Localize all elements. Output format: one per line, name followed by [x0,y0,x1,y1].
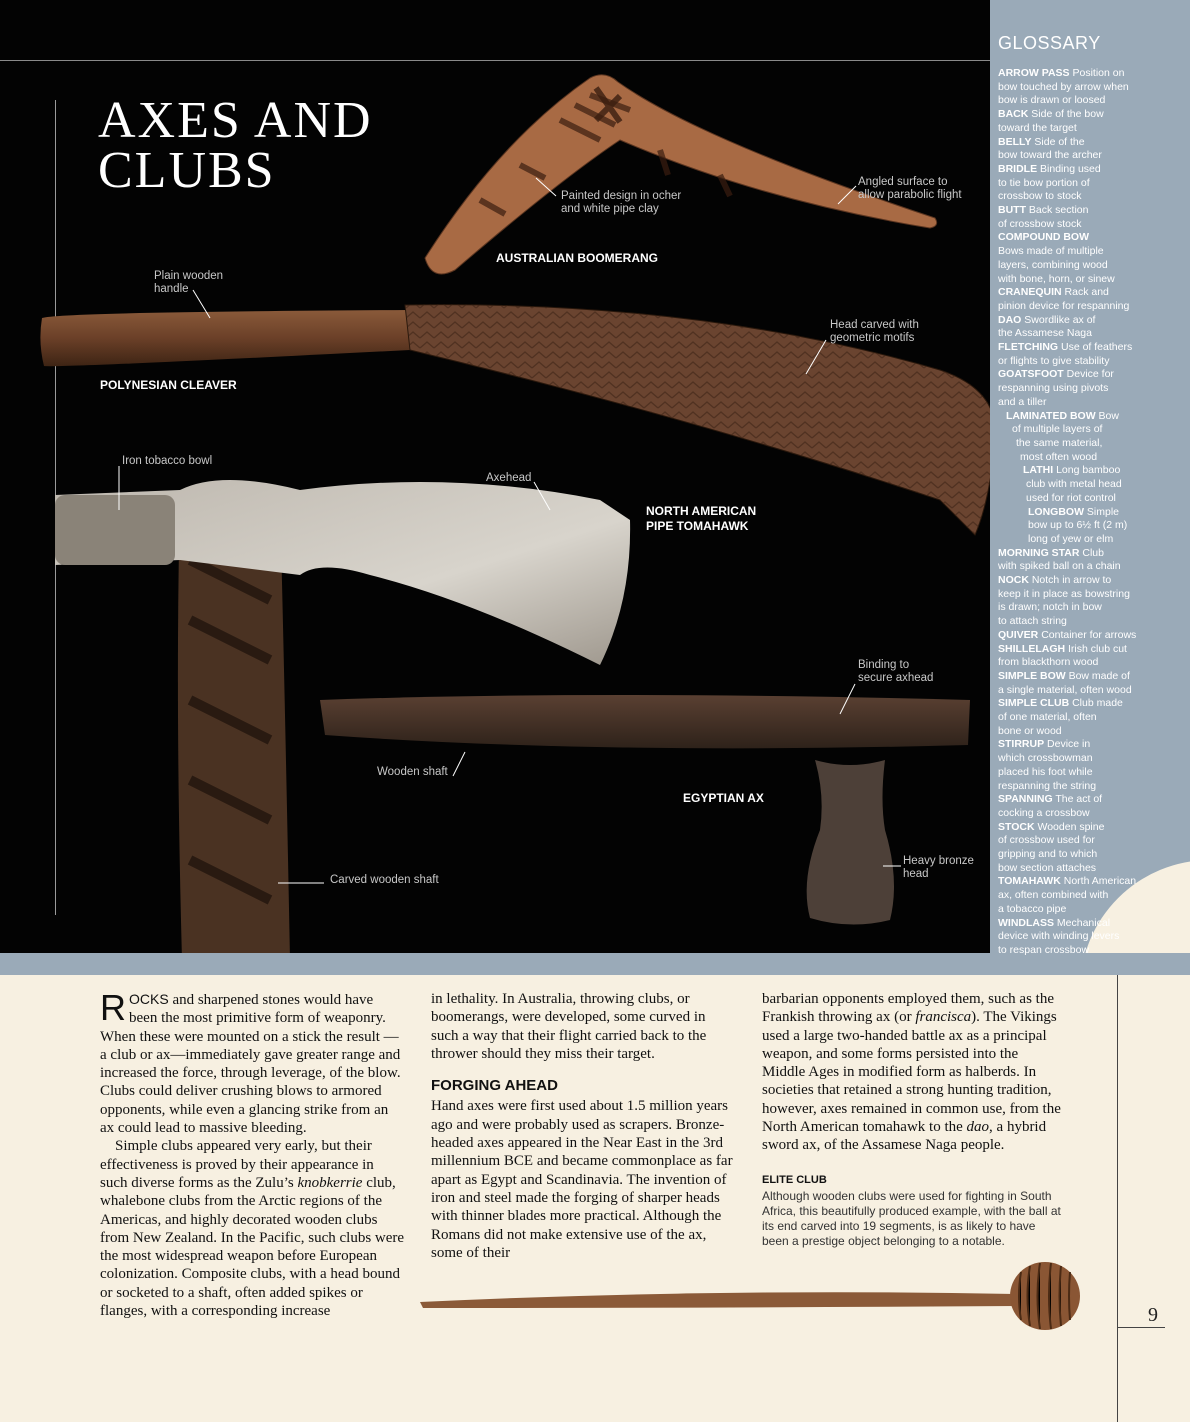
glossary-entry [998,875,1188,889]
glossary-term: BACK [998,108,1029,121]
glossary-line: the same material, [1016,436,1103,449]
glossary-line: of crossbow stock [998,217,1082,230]
body-column-2 [431,990,736,1262]
glossary-entry [998,67,1188,81]
glossary-term: SIMPLE BOW [998,669,1066,682]
glossary-line: of one material, often [998,711,1097,724]
glossary-entry [998,314,1188,328]
glossary-line: a tobacco pipe [998,902,1067,915]
body-text-3: Hand axes were first used about 1.5 million years ago and were probably used as scrapers. Bronze-headed axes appeared in the Near East in the 3rd millennium BCE and became commonplace as far apart as Egypt and Scandinavia. The invention of iron and steel made the forging of sharper heads with thinner blades more practical. Although the Romans did not make extensive use of the ax, some of their [431,1098,733,1261]
glossary-term: BRIDLE [998,162,1038,175]
note-bronze-head: Heavy bronze head [903,855,974,880]
glossary-line: respanning the string [998,779,1097,792]
glossary-def: Mechanical [1056,916,1111,929]
glossary-entry [998,670,1188,684]
glossary-def: Irish club cut [1068,642,1127,655]
glossary-entry [998,643,1188,657]
glossary-def: Rack and [1064,286,1109,299]
glossary-def: Side of the [1034,135,1085,148]
glossary-line: respanning using pivots [998,382,1109,395]
lead-word: OCKS [129,991,169,1007]
note-carved-shaft: Carved wooden shaft [330,874,439,886]
glossary-def: Bow made of [1068,669,1130,682]
body-text-2: in lethality. In Australia, throwing clubs, or boomerangs, were developed, some curved in such a way that their flight carried back to the thrower should they miss their target. [431,991,707,1062]
note-plain-handle: Plain wooden handle [154,270,224,295]
glossary-def: Binding used [1040,162,1101,175]
note-angled-surface: Angled surface to allow parabolic flight [858,176,962,201]
glossary-def: Device for [1066,368,1114,381]
glossary-heading: GLOSSARY [998,33,1101,53]
glossary-term: FLETCHING [998,341,1059,354]
glossary-line: most often wood [1020,450,1098,463]
glossary-line: long of yew or elm [1028,532,1114,545]
glossary-entry [998,464,1188,478]
glossary-entry [998,821,1188,835]
glossary-term: STOCK [998,820,1035,833]
glossary-def: Position on [1072,67,1125,79]
label-boomerang: AUSTRALIAN BOOMERANG [496,251,658,265]
glossary-term: ARROW PASS [998,67,1070,79]
glossary-line: the Assamese Naga [998,327,1092,340]
glossary-entry [998,231,1188,245]
glossary-line: of multiple layers of [1012,423,1103,436]
glossary-term: BUTT [998,204,1026,217]
glossary-def: Side of the bow [1031,108,1104,121]
label-cleaver: POLYNESIAN CLEAVER [100,378,237,392]
note-wooden-shaft: Wooden shaft [377,766,448,778]
glossary-line: to respan crossbow [998,944,1090,956]
page-number: 9 [1148,1304,1158,1326]
glossary-term: COMPOUND BOW [998,231,1089,244]
glossary-def: Container for arrows [1041,628,1137,641]
glossary-line: bow up to 6½ ft (2 m) [1028,519,1128,532]
glossary-entry [998,204,1188,218]
glossary-line: gripping and to which [998,848,1098,861]
glossary-line: bow toward the archer [998,149,1102,162]
glossary-entry [998,697,1188,711]
label-tomahawk: NORTH AMERICAN PIPE TOMAHAWK [646,504,757,533]
caption [762,1171,1062,1249]
glossary-def: Bow [1098,409,1119,422]
glossary-line: device with winding levers [998,930,1120,943]
glossary-term: STIRRUP [998,738,1045,751]
glossary-entry [998,574,1188,588]
glossary-term: QUIVER [998,628,1039,641]
glossary-term: TOMAHAWK [998,875,1061,888]
glossary-entry [998,108,1188,122]
glossary-entry [998,506,1188,520]
glossary-line: which crossbowman [998,752,1093,765]
egyptian-shaft [320,695,970,748]
note-iron-bowl: Iron tobacco bowl [122,455,213,467]
glossary-line: used for riot control [1026,491,1116,504]
glossary-def: Wooden spine [1037,820,1105,833]
glossary-term: SPANNING [998,793,1053,806]
glossary-entry [998,547,1188,561]
glossary-entry [998,341,1188,355]
glossary-line: to tie bow portion of [998,176,1090,189]
boomerang [425,75,937,274]
glossary-line: bow is drawn or loosed [998,94,1106,107]
glossary-line: and a tiller [998,395,1047,408]
page-title [98,92,373,199]
glossary-entry [998,793,1188,807]
glossary-def: Swordlike ax of [1024,313,1096,326]
note-axehead: Axehead [486,472,532,484]
glossary-line: club with metal head [1026,478,1122,491]
glossary-def: Simple [1086,505,1120,518]
glossary-def: Device in [1047,738,1091,751]
glossary-line: pinion device for respanning [998,299,1130,312]
glossary-term: DAO [998,313,1022,326]
subheading: FORGING AHEAD [431,1077,558,1095]
glossary-line: to attach string [998,615,1067,628]
glossary-line: cocking a crossbow [998,806,1090,819]
glossary-line: or flights to give stability [998,354,1110,367]
body-column-1: ROCKS and sharpened stones would have been the most primitive form of weaponry. When these were mounted on a stick the result —a club or ax—immediately gave greater range and increased the force, through leverage, of the blow. Clubs could deliver crushing blows to armored opponents, while even a glancing strike from an ax could lead to massive bleeding. Simple clubs appeared very early, but their effectiveness is proved by their appearance in such diverse forms as the Zulu’s knobkerrie club, whalebone clubs from the Arctic regions of the Americas, and highly decorated wooden clubs from New Zealand. In the Pacific, such clubs were the most widespread weapon before European colonization. Composite clubs, with a head bound or socketed to a shaft, often added spikes or flanges, with a corresponding increase [100,987,405,1320]
note-binding: Binding to secure axhead [858,659,934,684]
glossary-line: of crossbow used for [998,834,1095,847]
drop-cap: R [100,987,126,1028]
body-column-3: barbarian opponents employed them, such as the Frankish throwing ax (or francisca). The Vikings used a large two-handed battle ax as a principal weapon, and some forms persisted into the Middle Ages in modified form as halberds. In societies that retained a strong hunting tradition, however, axes remained in common use, from the North American tomahawk to the dao, a hybrid sword ax, of the Assamese Naga people. ELITE CLUB Although wooden clubs were used for fighting in South Africa, this beautifully produced example, with the ball at its end carved into 19 segments, is as likely to have been a prestige object belonging to a notable. [762,991,1061,1248]
glossary-entry [998,738,1188,752]
cleaver-handle [40,310,410,366]
glossary-entry [998,163,1188,177]
glossary-term: CRANEQUIN [998,286,1062,299]
glossary-def: Back section [1028,204,1089,217]
glossary-line: placed his foot while [998,765,1093,778]
glossary-line: bow section attaches [998,861,1097,874]
glossary-def: Club made [1072,697,1123,710]
note-painted-design: Painted design in ocher and white pipe clay [561,190,682,215]
elite-club-image [415,1258,1095,1338]
glossary-term: BELLY [998,135,1032,148]
title-line-2: CLUBS [98,142,276,199]
page-rule-vertical [1117,975,1118,1422]
glossary-line: bow touched by arrow when [998,80,1129,93]
glossary-entry [998,629,1188,643]
glossary-def: Long bamboo [1056,464,1121,477]
caption-text: Although wooden clubs were used for fighting in South Africa, this beautifully produced example, with the ball at its end carved into 19 segments, is as likely to have been a prestige object belonging to a notable. [762,1188,1061,1248]
glossary-entry [998,917,1188,931]
glossary-line: crossbow to stock [998,190,1082,203]
page-rule-horizontal [1117,1327,1165,1328]
glossary-term: LAMINATED BOW [1006,409,1096,422]
glossary-line: is drawn; notch in bow [998,601,1102,614]
glossary-entry [998,368,1188,382]
glossary-term: SHILLELAGH [998,642,1066,655]
glossary-term: SIMPLE CLUB [998,697,1070,710]
glossary-entry [998,286,1188,300]
glossary-def: Notch in arrow to [1031,574,1112,587]
glossary-term: WINDLASS [998,916,1054,929]
glossary-line: Bows made of multiple [998,245,1104,258]
glossary-term: LATHI [1023,464,1054,477]
glossary-line: layers, combining wood [998,258,1108,271]
glossary-entry [998,410,1188,424]
title-line-1: AXES AND [98,92,373,149]
glossary-def: Use of feathers [1061,341,1133,354]
glossary-def: The act of [1055,793,1103,806]
glossary-term: GOATSFOOT [998,368,1064,381]
glossary-line: toward the target [998,121,1077,134]
glossary-list [998,67,1188,958]
glossary-def: North American [1063,875,1137,888]
glossary-line: from blackthorn wood [998,656,1099,669]
glossary-line: ax, often combined with [998,889,1109,902]
glossary-line: keep it in place as bowstring [998,587,1130,600]
glossary-line: a single material, often wood [998,683,1132,696]
caption-title: ELITE CLUB [762,1173,827,1186]
egyptian-head [807,760,894,925]
glossary-line: with bone, horn, or sinew [998,272,1115,285]
note-head-carved: Head carved with geometric motifs [830,319,919,344]
glossary-def: Club [1082,546,1104,559]
body-text-1: and sharpened stones would have been the most primitive form of weaponry. When these were mounted on a stick the result —a club or ax—immediately gave greater range and increased the force, through leverage, of the blow. Clubs could deliver crushing blows to armored opponents, while even a glancing strike from an ax could lead to massive bleeding. [100,992,401,1137]
glossary-term: LONGBOW [1028,505,1084,518]
glossary-entry [998,136,1188,150]
glossary-line: with spiked ball on a chain [998,560,1121,573]
glossary-term: NOCK [998,574,1029,587]
glossary-line: bone or wood [998,724,1062,737]
label-egyptian-ax: EGYPTIAN AX [683,791,764,805]
glossary-term: MORNING STAR [998,546,1080,559]
